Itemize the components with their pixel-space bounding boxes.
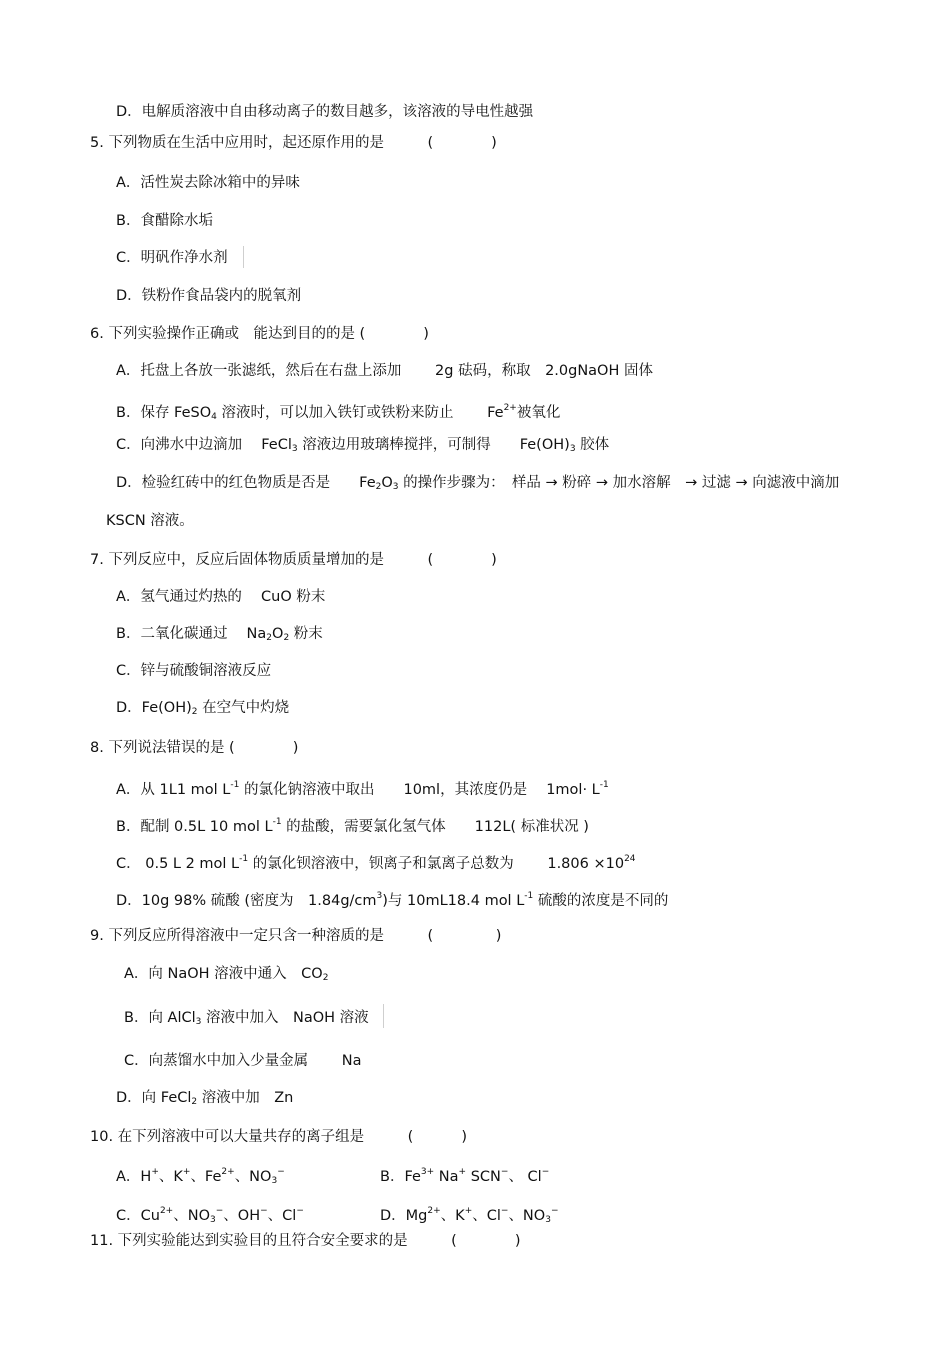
text-line: A．H+、K+、$Fe^{2+}$、$NO_3^-$ [116,1167,285,1186]
text-line: B．配制 0.5L 10 mol $L^{-1}$ 的盐酸，需要氯化氢气体 112L( 标准状况 ) [116,817,589,835]
text-line: C． 0.5 L 2 mol $L^{-1}$ 的氯化钡溶液中，钡离子和氯离子总数为 $1.806 \times 10^{24}$ [116,854,636,872]
text-line: B．$Fe^{3+}$ Na+ SCN−、 Cl− [380,1167,550,1185]
text-line: C．向沸水中边滴加 FeCl$_3$ 溶液边用玻璃棒搅拌，可制得 $Fe(OH)_3$ 胶体 [116,437,610,454]
text-line: A．向 NaOH 溶液中通入 $CO_2$ [124,966,329,983]
scan-mark [383,1004,384,1028]
text-line: A．氢气通过灼热的 CuO 粉末 [116,589,326,605]
text-line: B．保存 FeSO$_4$ 溶液时，可以加入铁钉或铁粉来防止 $Fe^{2+}$被氧化 [116,403,561,422]
text-line: D．10g 98% 硫酸 (密度为 $1.84g/cm^3$)与 10mL18.4 mol $L^{-1}$ 硫酸的浓度是不同的 [116,891,669,909]
text-line: A．从 1L1 mol $L^{-1}$ 的氯化钠溶液中取出 10ml，其浓度仍是 $1mol\cdot L^{-1}$ [116,780,609,798]
text-line: B．食醋除水垢 [116,213,213,229]
text-line: D．电解质溶液中自由移动离子的数目越多，该溶液的导电性越强 [116,104,534,120]
text-line: 7. 下列反应中，反应后固体物质质量增加的是 ( ) [90,552,497,568]
text-line: 8. 下列说法错误的是 ( ) [90,740,299,756]
text-line: B．二氧化碳通过 $Na_2O_2$ 粉末 [116,626,323,643]
text-line: C．$Cu^{2+}$、$NO_3^-$、OH−、Cl− [116,1206,304,1225]
text-line: 9. 下列反应所得溶液中一定只含一种溶质的是 ( ) [90,928,502,944]
text-line: C．向蒸馏水中加入少量金属 Na [124,1053,362,1069]
text-line: D．检验红砖中的红色物质是否是 $Fe_2O_3$ 的操作步骤为： 样品 → 粉碎 → 加水溶解 → 过滤 → 向滤液中滴加 [116,475,840,492]
text-line: D．$Fe(OH)_2$ 在空气中灼烧 [116,700,290,717]
text-line: 11. 下列实验能达到实验目的且符合安全要求的是 ( ) [90,1233,521,1249]
text-line: 5. 下列物质在生活中应用时，起还原作用的是 ( ) [90,135,497,151]
text-line: D．$Mg^{2+}$、K+、Cl−、$NO_3^-$ [380,1206,559,1225]
text-line: D．铁粉作食品袋内的脱氧剂 [116,288,302,304]
text-line: A．托盘上各放一张滤纸，然后在右盘上添加 2g 砝码，称取 2.0gNaOH 固体 [116,363,653,379]
text-line: D．向 FeCl$_2$ 溶液中加 Zn [116,1090,294,1107]
scan-mark [243,246,244,268]
text-line: 10. 在下列溶液中可以大量共存的离子组是 ( ) [90,1129,468,1145]
text-line: B．向 AlCl$_3$ 溶液中加入 NaOH 溶液 [124,1010,369,1027]
text-line: C．锌与硫酸铜溶液反应 [116,663,272,679]
text-line: KSCN 溶液。 [106,513,194,529]
text-line: 6. 下列实验操作正确或 能达到目的的是 ( ) [90,326,429,342]
text-line: A．活性炭去除冰箱中的异味 [116,175,300,191]
text-line: C．明矾作净水剂 [116,250,228,266]
